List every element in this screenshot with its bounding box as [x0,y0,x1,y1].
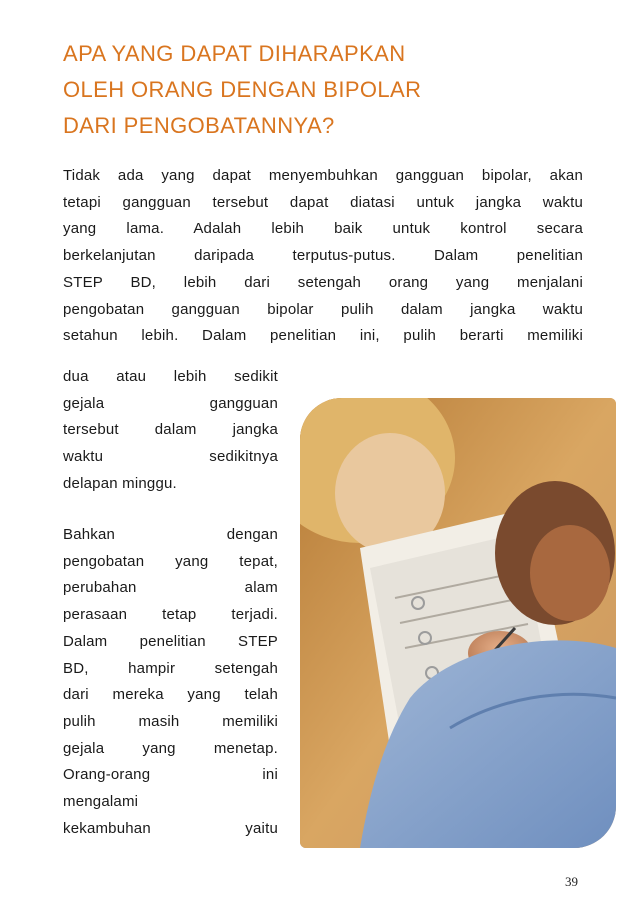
paragraph-line: Bahkan dengan [63,526,278,543]
paragraph-line: pengobatan gangguan bipolar pulih dalam jangka waktu [63,300,583,318]
paragraph-line: pulih masih memiliki [63,712,278,730]
page-number: 39 [565,874,578,889]
paragraph-line: kekambuhan yaitu [63,819,278,837]
paragraph-line: berkelanjutan daripada terputus-putus. Dalam penelitian [63,247,583,265]
heading-line: DARI PENGOBATANNYA? [63,113,335,138]
section-heading [63,36,583,144]
paragraph-line: BD, hampir setengah [63,659,278,677]
paragraph-line: Tidak ada yang dapat menyembuhkan gangguan bipolar, akan [63,167,583,184]
paragraph-line: gejala yang menetap. [63,739,278,757]
paragraph-line: dua atau lebih sedikit [63,368,278,385]
paragraph-line: waktu sedikitnya [63,448,278,466]
paragraph-line: perubahan alam [63,579,278,597]
counseling-photo [300,398,616,848]
paragraph-line: dari mereka yang telah [63,686,278,704]
photo-illustration [300,398,616,848]
heading-line: OLEH ORANG DENGAN BIPOLAR [63,77,422,102]
paragraph-line: mengalami [63,793,139,811]
paragraph-line: Orang-orang ini [63,766,278,784]
paragraph-line: gejala gangguan [63,394,278,412]
intro-paragraph [63,163,583,350]
second-paragraph [63,522,278,842]
paragraph-line: perasaan tetap terjadi. [63,606,278,624]
paragraph-line: tersebut dalam jangka [63,421,278,439]
paragraph-line: yang lama. Adalah lebih baik untuk kontrol secara [63,220,583,238]
paragraph-line: tetapi gangguan tersebut dapat diatasi untuk jangka waktu [63,193,583,211]
paragraph-line: setahun lebih. Dalam penelitian ini, pulih berarti memiliki [63,327,583,345]
paragraph-line: STEP BD, lebih dari setengah orang yang menjalani [63,273,583,291]
paragraph-line: Dalam penelitian STEP [63,632,278,650]
paragraph-continuation [63,364,278,498]
heading-line: APA YANG DAPAT DIHARAPKAN [63,41,406,66]
paragraph-line: pengobatan yang tepat, [63,552,278,570]
paragraph-line: delapan minggu. [63,474,177,492]
